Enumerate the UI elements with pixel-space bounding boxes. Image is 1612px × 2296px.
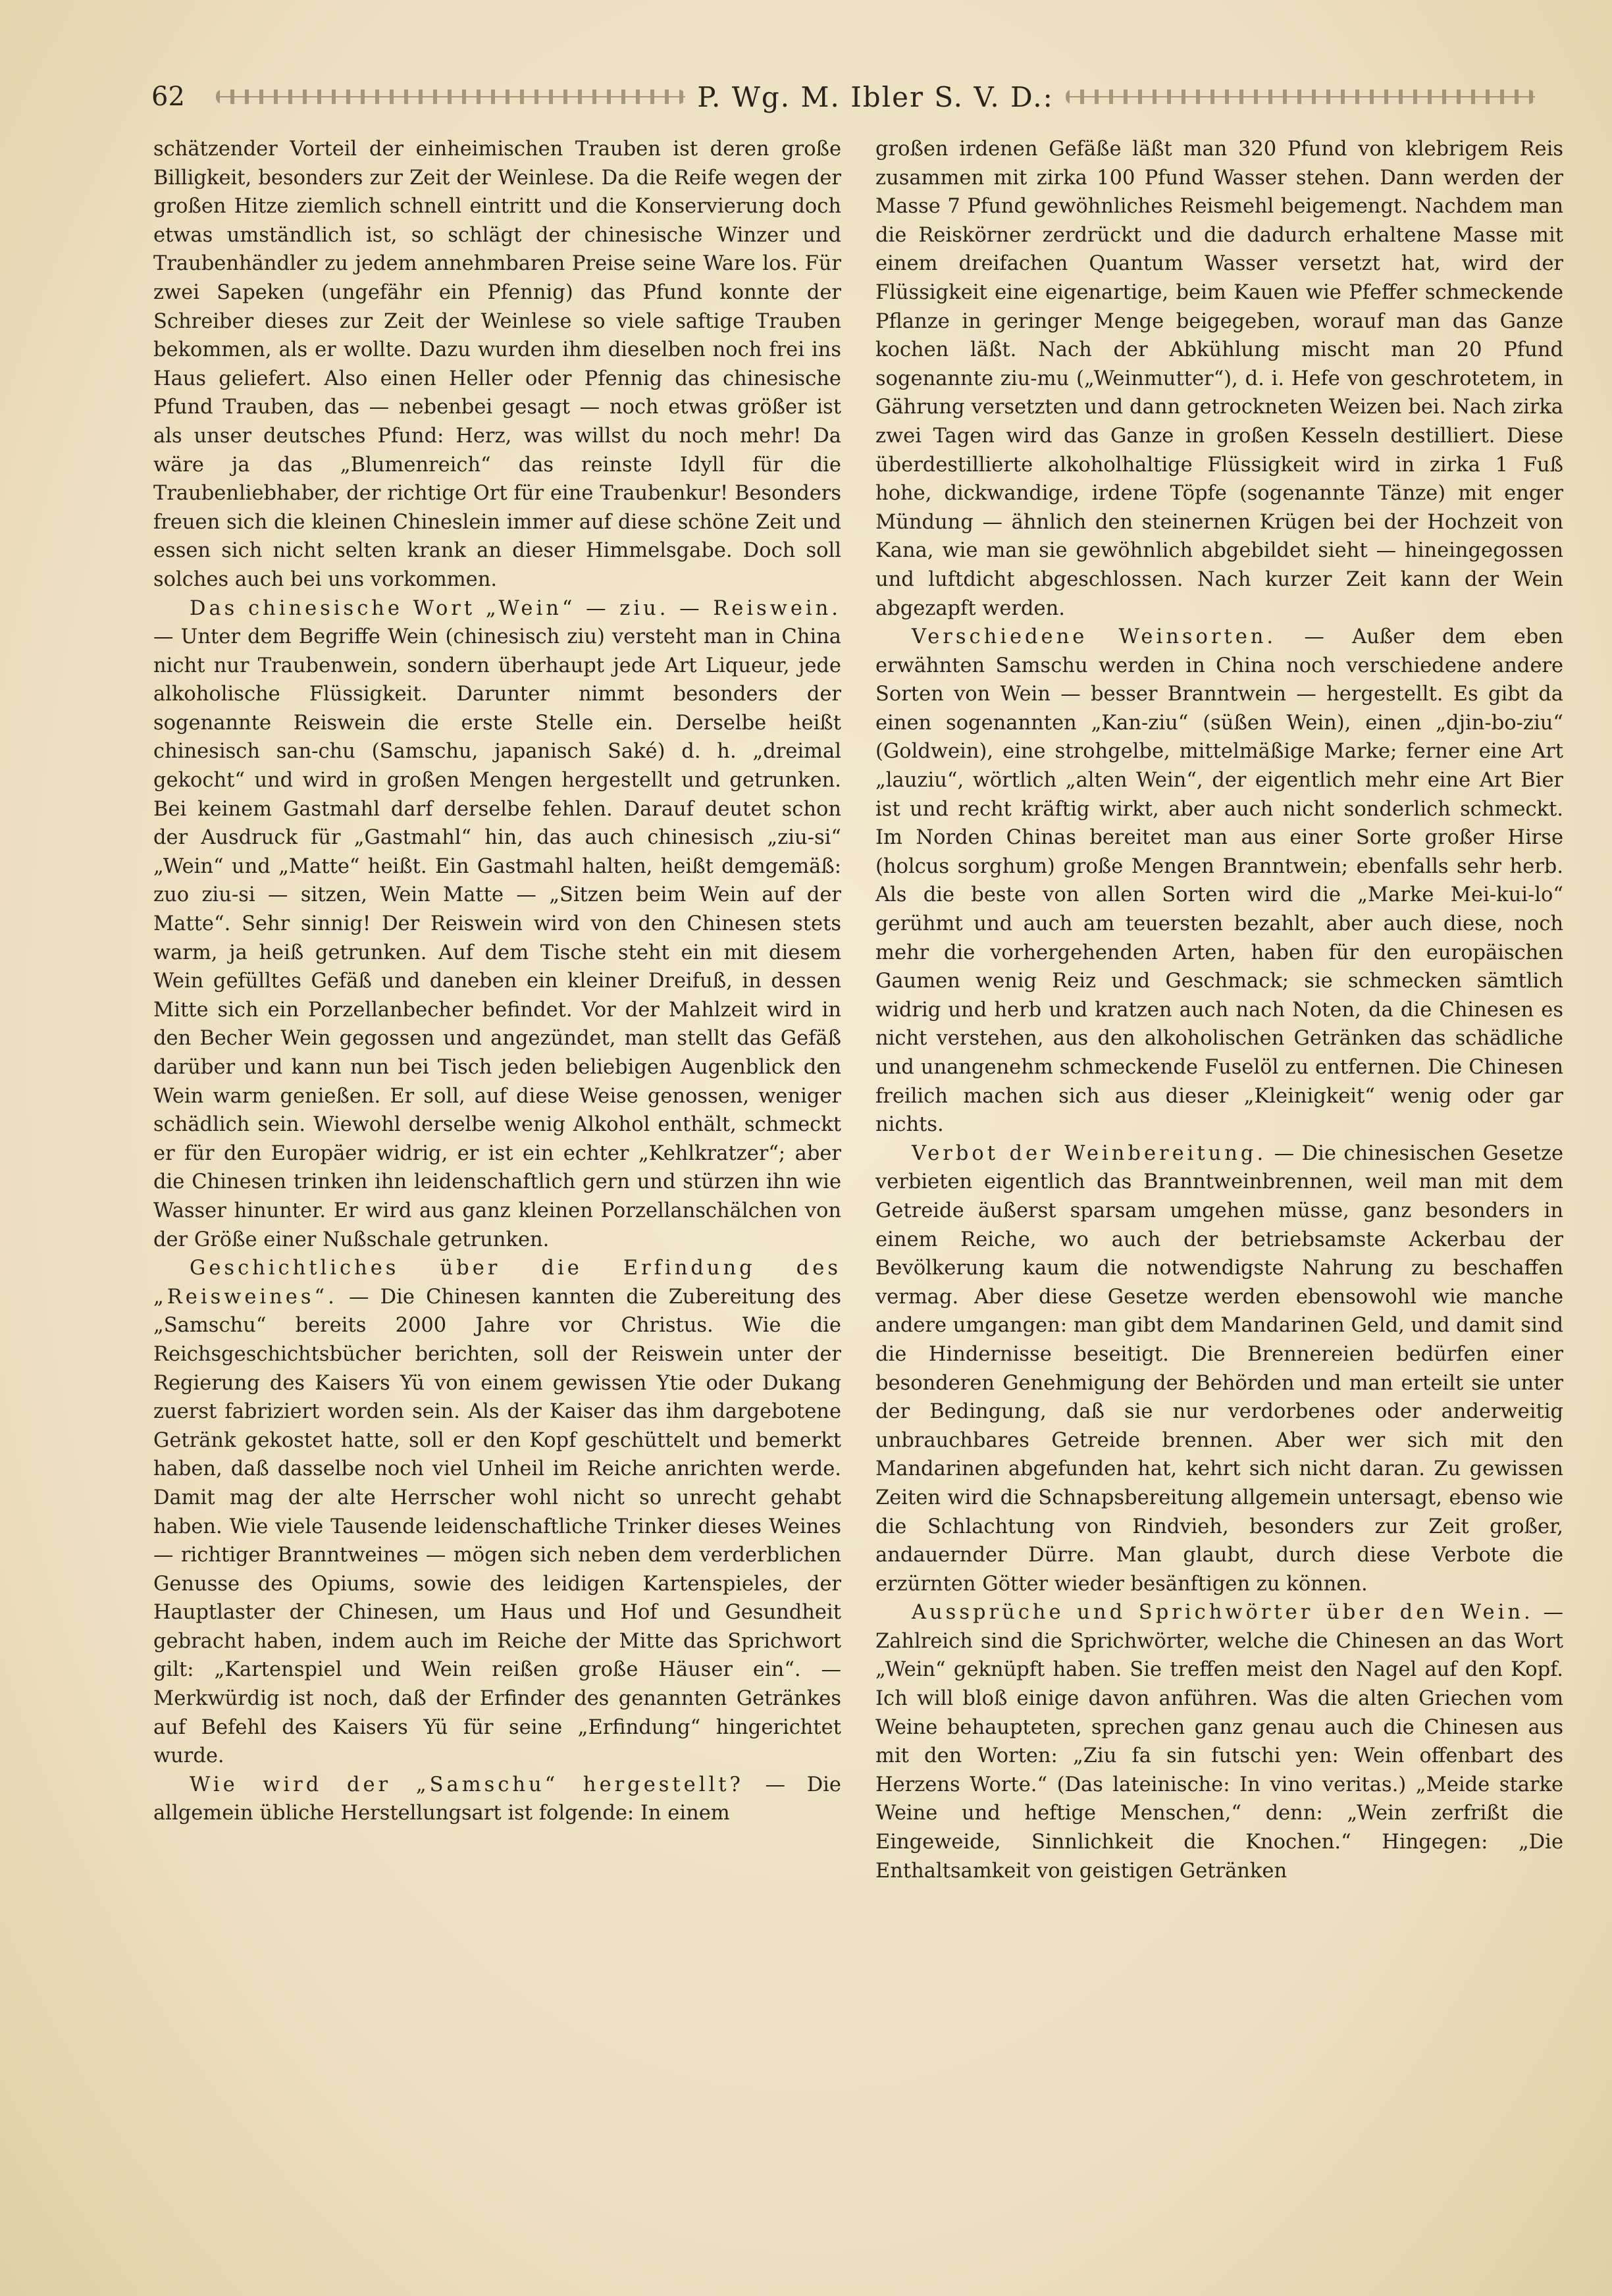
section-heading: Aussprüche und Sprichwörter über den Wein.	[912, 1601, 1534, 1625]
paragraph	[153, 1254, 841, 1771]
paragraph	[875, 135, 1563, 623]
header-ornament-right	[1066, 90, 1535, 104]
paragraph-text: — Unter dem Begriffe Wein (chinesisch ziu) versteht man in China nicht nur Traubenwein, sondern überhaupt jede Art Liqueur, jede alkoholische Flüssigkeit. Darunter nimmt besonders der sogenannte Reiswein die erste Stelle ein. Derselbe heißt chinesisch san-chu (Samschu, japanisch Saké) d. h. „dreimal gekocht“ und wird in großen Mengen hergestellt und getrunken. Bei keinem Gastmahl darf derselbe fehlen. Darauf deutet schon der Ausdruck für „Gastmahl“ hin, das auch chinesisch „ziu-si“ „Wein“ und „Matte“ heißt. Ein Gastmahl halten, heißt demgemäß: zuo ziu-si — sitzen, Wein Matte — „Sitzen beim Wein auf der Matte“. Sehr sinnig! Der Reiswein wird von den Chinesen stets warm, ja heiß getrunken. Auf dem Tische steht ein mit diesem Wein gefülltes Gefäß und daneben ein kleiner Dreifuß, in dessen Mitte sich ein Porzellanbecher befindet. Vor der Mahlzeit wird in den Becher Wein gegossen und angezündet, man stellt das Gefäß darüber und kann nun bei Tisch jeden beliebigen Augenblick den Wein warm genießen. Er soll, auf diese Weise genossen, weniger schädlich sein. Wiewohl derselbe wenig Alkohol enthält, schmeckt er für den Europäer widrig, er ist ein echter „Kehlkratzer“; aber die Chinesen trinken ihn leidenschaftlich gern und stürzen ihn wie Wasser hinunter. Er wird aus ganz kleinen Porzellanschälchen von der Größe einer Nußschale getrunken.	[153, 625, 841, 1251]
paragraph	[875, 623, 1563, 1139]
right-column	[875, 135, 1563, 1885]
paragraph-text: großen irdenen Gefäße läßt man 320 Pfund von klebrigem Reis zusammen mit zirka 100 Pfund Wasser stehen. Dann werden der Masse 7 Pfund gewöhnliches Reismehl beigemengt. Nachdem man die Reiskörner zerdrückt und die dadurch erhaltene Masse mit einem dreifachen Quantum Wasser versetzt hat, wird der Flüssigkeit eine eigenartige, beim Kauen wie Pfeffer schmeckende Pflanze in geringer Menge beigegeben, worauf man das Ganze kochen läßt. Nach der Abkühlung mischt man 20 Pfund sogenannte ziu-mu („Weinmutter“), d. i. Hefe von geschrotetem, in Gährung versetzten und dann getrockneten Weizen bei. Nach zirka zwei Tagen wird das Ganze in großen Kesseln destilliert. Diese überdestillierte alkoholhaltige Flüssigkeit wird in zirka 1 Fuß hohe, dickwandige, irdene Töpfe (sogenannte Tänze) mit enger Mündung — ähnlich den steinernen Krügen bei der Hochzeit von Kana, wie man sie gewöhnlich abgebildet sieht — hineingegossen und luftdicht abgeschlossen. Nach kurzer Zeit kann der Wein abgezapft werden.	[875, 138, 1563, 620]
header-ornament-left	[216, 90, 685, 104]
paragraph	[875, 1598, 1563, 1885]
paragraph	[153, 135, 841, 594]
section-heading: Verbot der Weinbereitung.	[912, 1141, 1267, 1165]
section-heading: Geschichtliches über die Erfindung des „Reisweines“.	[153, 1257, 841, 1309]
paragraph	[875, 1139, 1563, 1599]
paragraph-text: — Außer dem eben erwähnten Samschu werden in China noch verschiedene andere Sorten von Wein — besser Branntwein — hergestellt. Es gibt da einen sogenannten „Kan-ziu“ (süßen Wein), einen „djin-bo-ziu“ (Goldwein), eine strohgelbe, mittelmäßige Marke; ferner eine Art „lauziu“, wörtlich „alten Wein“, der eigentlich mehr eine Art Bier ist und recht kräftig wirkt, aber auch nicht sonderlich schmeckt. Im Norden Chinas bereitet man aus einer Sorte großer Hirse (holcus sorghum) große Mengen Branntwein; ebenfalls sehr herb. Als die beste von allen Sorten wird die „Marke Mei-kui-lo“ gerühmt und auch am teuersten bezahlt, aber auch diese, noch mehr die vorhergehenden Arten, haben für den europäischen Gaumen wenig Reiz und Geschmack; sie schmecken sämtlich widrig und herb und kratzen auch nach Noten, da die Chinesen es nicht verstehen, aus den alkoholischen Getränken das schädliche und unangenehm schmeckende Fuselöl zu entfernen. Die Chinesen freilich machen sich aus dieser „Kleinigkeit“ wenig oder gar nichts.	[875, 625, 1563, 1137]
paragraph-text: — Die chinesischen Gesetze verbieten eigentlich das Branntweinbrennen, weil man mit dem Getreide äußerst sparsam umgehen müsse, ganz besonders in einem Reiche, wo auch der betriebsamste Ackerbau der Bevölkerung kaum die notwendigste Nahrung zu beschaffen vermag. Aber diese Gesetze werden ebensowohl wie manche andere umgangen: man gibt dem Mandarinen Geld, und damit sind die Hindernisse beseitigt. Die Brennereien bedürfen einer besonderen Genehmigung der Behörden und man erteilt sie unter der Bedingung, daß sie nur verdorbenes oder anderweitig unbrauchbares Getreide brennen. Aber wer sich mit den Mandarinen abgefunden hat, kehrt sich nicht daran. Zu gewissen Zeiten wird die Schnapsbereitung allgemein untersagt, ebenso wie die Schlachtung von Rindvieh, besonders zur Zeit großer, andauernder Dürre. Man glaubt, durch diese Verbote die erzürnten Götter wieder besänftigen zu können.	[875, 1141, 1563, 1596]
paragraph-text: — Zahlreich sind die Sprichwörter, welche die Chinesen an das Wort „Wein“ geknüpft haben. Sie treffen meist den Nagel auf den Kopf. Ich will bloß einige davon anführen. Was die alten Griechen vom Weine behaupteten, sprechen ganz genau auch die Chinesen aus mit den Worten: „Ziu fa sin futschi yen: Wein offenbart des Herzens Worte.“ (Das lateinische: In vino veritas.) „Meide starke Weine und heftige Menschen,“ denn: „Wein zerfrißt die Eingeweide, Sinnlichkeit die Knochen.“ Hingegen: „Die Enthaltsamkeit von geistigen Getränken	[875, 1601, 1563, 1883]
section-heading: Wie wird der „Samschu“ hergestellt?	[190, 1773, 744, 1796]
paragraph-text: — Die Chinesen kannten die Zubereitung des „Samschu“ bereits 2000 Jahre vor Christus. Wie die Reichsgeschichtsbücher berichten, soll der Reiswein unter der Regierung des Kaisers Yü von einem gewissen Ytie oder Dukang zuerst fabriziert worden sein. Als der Kaiser das ihm dargebotene Getränk gekostet hatte, soll er den Kopf geschüttelt und bemerkt haben, daß dasselbe noch viel Unheil im Reiche anrichten werde. Damit mag der alte Herrscher wohl nicht so unrecht gehabt haben. Wie viele Tausende leidenschaftliche Trinker dieses Weines — richtiger Branntweines — mögen sich neben dem verderblichen Genusse des Opiums, sowie des leidigen Kartenspieles, der Hauptlaster der Chinesen, um Haus und Hof und Gesundheit gebracht haben, indem auch im Reiche der Mitte das Sprichwort gilt: „Kartenspiel und Wein reißen große Häuser ein“. — Merkwürdig ist noch, daß der Erfinder des genannten Getränkes auf Befehl des Kaisers Yü für seine „Erfindung“ hingerichtet wurde.	[153, 1285, 841, 1768]
left-column	[153, 135, 841, 1828]
paragraph	[153, 1771, 841, 1828]
paragraph	[153, 594, 841, 1255]
running-head: P. Wg. M. Ibler S. V. D.:	[697, 80, 1054, 113]
paragraph-text: schätzender Vorteil der einheimischen Trauben ist deren große Billigkeit, besonders zur Zeit der Weinlese. Da die Reife wegen der großen Hitze ziemlich schnell eintritt und die Konservierung doch etwas umständlich ist, so schlägt der chinesische Winzer und Traubenhändler zu jedem annehmbaren Preise seine Ware los. Für zwei Sapeken (ungefähr ein Pfennig) das Pfund konnte der Schreiber dieses zur Zeit der Weinlese so viele saftige Trauben bekommen, als er wollte. Dazu wurden ihm dieselben noch frei ins Haus geliefert. Also einen Heller oder Pfennig das chinesische Pfund Trauben, das — nebenbei gesagt — noch etwas größer ist als unser deutsches Pfund: Herz, was willst du noch mehr! Da wäre ja das „Blumenreich“ das reinste Idyll für die Traubenliebhaber, der richtige Ort für eine Traubenkur! Besonders freuen sich die kleinen Chineslein immer auf diese schöne Zeit und essen sich nicht selten krank an dieser Himmelsgabe. Doch soll solches auch bei uns vorkommen.	[153, 138, 841, 591]
section-heading: Das chinesische Wort „Wein“ — ziu. — Reiswein.	[190, 596, 841, 620]
section-heading: Verschiedene Weinsorten.	[912, 625, 1277, 649]
page-number: 62	[151, 82, 185, 112]
page-header	[151, 74, 1547, 120]
paragraph-text: — Die allgemein übliche Herstellungsart ist folgende: In einem	[153, 1773, 841, 1825]
